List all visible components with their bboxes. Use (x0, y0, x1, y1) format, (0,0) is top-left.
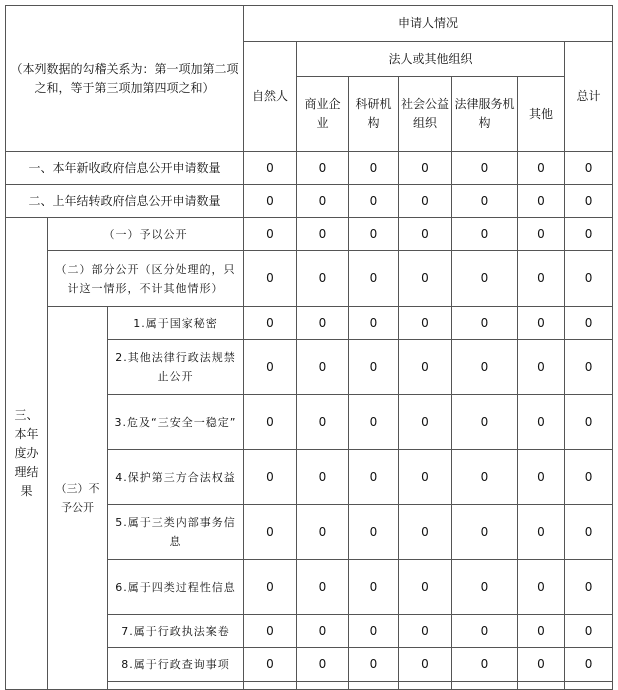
cell-value: 0 (518, 615, 565, 648)
disclosure-statistics-table (5, 5, 613, 690)
cell-value: 0 (244, 505, 297, 560)
cell-value: 0 (349, 505, 399, 560)
cell-value: 0 (518, 505, 565, 560)
cell-value: 0 (399, 450, 452, 505)
col-other: 其他 (518, 77, 565, 152)
cell-value: 0 (565, 218, 613, 251)
cell-value: 0 (399, 615, 452, 648)
cell-value: 0 (349, 395, 399, 450)
relationship-note: （本列数据的勾稽关系为：第一项加第二项之和，等于第三项加第四项之和） (6, 6, 244, 152)
row-label: （一）予以公开 (48, 218, 244, 251)
cell-value: 0 (244, 450, 297, 505)
row-label: 7.属于行政执法案卷 (108, 615, 244, 648)
row-label: 6.属于四类过程性信息 (108, 560, 244, 615)
row-label: 8.属于行政查询事项 (108, 648, 244, 682)
table-row (6, 218, 613, 251)
cell-value: 0 (565, 450, 613, 505)
cell-value: 0 (297, 307, 349, 340)
cell-value: 0 (399, 152, 452, 185)
row-label: 二、上年结转政府信息公开申请数量 (6, 185, 244, 218)
cell-value: 0 (452, 395, 518, 450)
cell-value: 0 (244, 251, 297, 307)
table-row (6, 307, 613, 340)
cell-value: 0 (518, 648, 565, 682)
cell-value: 0 (399, 560, 452, 615)
not-disclosed-label: （三）不予公开 (48, 307, 108, 690)
cell-value: 0 (349, 218, 399, 251)
cell-value: 0 (518, 251, 565, 307)
cell-value: 0 (565, 307, 613, 340)
col-natural-person: 自然人 (244, 42, 297, 152)
cell-value: 0 (244, 340, 297, 395)
col-research: 科研机构 (349, 77, 399, 152)
cell-value: 0 (349, 648, 399, 682)
cell-value: 0 (297, 560, 349, 615)
cell-value: 0 (452, 251, 518, 307)
cell-value: 0 (297, 648, 349, 682)
cell-value: 0 (565, 560, 613, 615)
cell-value: 0 (565, 615, 613, 648)
cell-value: 0 (518, 340, 565, 395)
cell-value: 0 (244, 648, 297, 682)
legal-other-header: 法人或其他组织 (297, 42, 565, 77)
applicant-header: 申请人情况 (244, 6, 613, 42)
row-label: （二）部分公开（区分处理的，只计这一情形，不计其他情形） (48, 251, 244, 307)
cell-value: 0 (518, 395, 565, 450)
cell-value: 0 (452, 218, 518, 251)
cell-value: 0 (244, 307, 297, 340)
cell-value: 0 (244, 395, 297, 450)
cell-value: 0 (518, 218, 565, 251)
cell-value: 0 (399, 340, 452, 395)
cell-value: 0 (452, 505, 518, 560)
cell-value: 0 (565, 505, 613, 560)
cell-value: 0 (244, 560, 297, 615)
cell-value: 0 (297, 340, 349, 395)
col-total: 总计 (565, 42, 613, 152)
cell-value: 0 (297, 615, 349, 648)
cell-value: 0 (565, 648, 613, 682)
cell-value: 0 (565, 185, 613, 218)
row-label: 1.属于国家秘密 (108, 307, 244, 340)
table-row (6, 185, 613, 218)
cell-value: 0 (349, 251, 399, 307)
cell-value: 0 (297, 251, 349, 307)
cell-value: 0 (349, 560, 399, 615)
cell-value: 0 (518, 560, 565, 615)
cell-value: 0 (452, 648, 518, 682)
row-label: 一、本年新收政府信息公开申请数量 (6, 152, 244, 185)
cell-value: 0 (452, 152, 518, 185)
cell-value: 0 (518, 152, 565, 185)
cell-value: 0 (565, 152, 613, 185)
cell-value: 0 (452, 307, 518, 340)
cell-value: 0 (244, 615, 297, 648)
cell-value: 0 (399, 251, 452, 307)
col-commercial: 商业企业 (297, 77, 349, 152)
cell-value: 0 (297, 218, 349, 251)
cell-value: 0 (452, 560, 518, 615)
cell-value: 0 (399, 505, 452, 560)
cell-value: 0 (565, 340, 613, 395)
cell-value: 0 (452, 185, 518, 218)
cell-value: 0 (399, 185, 452, 218)
cell-value: 0 (244, 152, 297, 185)
cell-value: 0 (349, 185, 399, 218)
cell-value: 0 (565, 395, 613, 450)
cell-value: 0 (399, 648, 452, 682)
cell-value: 0 (399, 307, 452, 340)
cell-value: 0 (297, 505, 349, 560)
table-row (6, 152, 613, 185)
row-label: 5.属于三类内部事务信息 (108, 505, 244, 560)
cell-value: 0 (518, 307, 565, 340)
cell-value: 0 (349, 615, 399, 648)
cell-value: 0 (244, 218, 297, 251)
row-label: 4.保护第三方合法权益 (108, 450, 244, 505)
col-legal-service: 法律服务机构 (452, 77, 518, 152)
section-annual-results: 三、本年度办理结果 (6, 218, 48, 690)
cell-value: 0 (349, 450, 399, 505)
cell-value: 0 (399, 395, 452, 450)
row-label: 3.危及“三安全一稳定” (108, 395, 244, 450)
cell-value: 0 (565, 251, 613, 307)
cell-value: 0 (518, 450, 565, 505)
cell-value: 0 (297, 395, 349, 450)
cell-value: 0 (297, 450, 349, 505)
cell-value: 0 (399, 218, 452, 251)
cell-value: 0 (452, 615, 518, 648)
cell-value: 0 (518, 185, 565, 218)
table-row (6, 251, 613, 307)
cell-value: 0 (349, 340, 399, 395)
cell-value: 0 (297, 152, 349, 185)
cell-value: 0 (349, 152, 399, 185)
cell-value: 0 (452, 450, 518, 505)
cell-value: 0 (452, 340, 518, 395)
row-label: 2.其他法律行政法规禁止公开 (108, 340, 244, 395)
cell-value: 0 (244, 185, 297, 218)
col-public-welfare: 社会公益组织 (399, 77, 452, 152)
cell-value: 0 (297, 185, 349, 218)
cell-value: 0 (349, 307, 399, 340)
